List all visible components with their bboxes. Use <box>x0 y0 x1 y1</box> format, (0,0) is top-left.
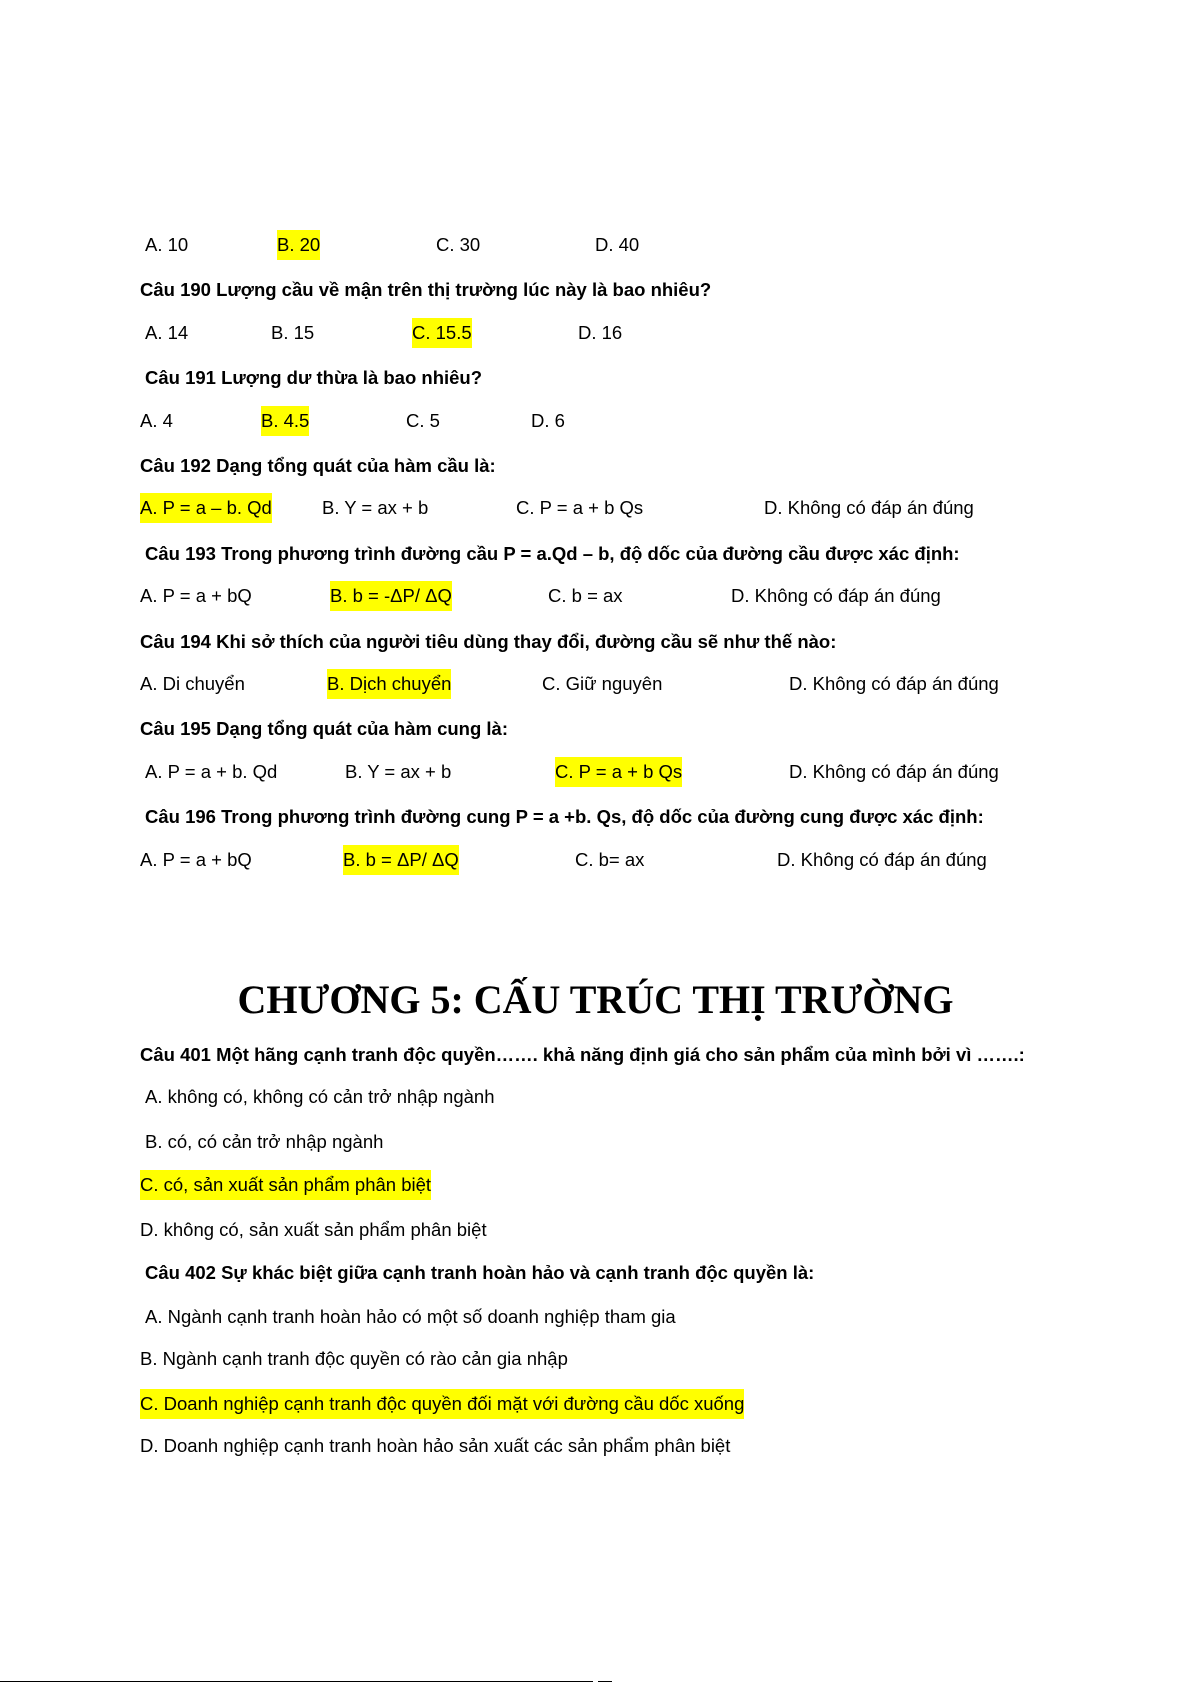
options-row <box>0 318 1191 348</box>
option: A. P = a + bQ <box>140 585 252 606</box>
option-answer: B. b = ΔP/ ΔQ <box>343 845 459 875</box>
option-text: A. không có, không có cản trở nhập ngành <box>145 1086 495 1107</box>
question-191 <box>0 363 1191 393</box>
option: C. 30 <box>436 234 481 255</box>
question-192 <box>0 451 1191 481</box>
question-text: Câu 196 Trong phương trình đường cung P = a +b. Qs, độ dốc của đường cung được xác định: <box>145 806 984 827</box>
options-row <box>0 230 1191 260</box>
option: D. Không có đáp án đúng <box>789 673 999 694</box>
question-195 <box>0 714 1191 744</box>
option: D. Không có đáp án đúng <box>789 761 999 782</box>
option <box>0 1127 1191 1157</box>
option-answer: B. 4.5 <box>261 406 309 436</box>
option-text: C. Doanh nghiệp cạnh tranh độc quyền đối mặt với đường cầu dốc xuống <box>140 1389 744 1419</box>
option: A. P = a + b. Qd <box>145 761 278 782</box>
options-row <box>0 845 1191 875</box>
question-text: Câu 194 Khi sở thích của người tiêu dùng thay đổi, đường cầu sẽ như thế nào: <box>140 631 837 652</box>
option-answer <box>0 1170 1191 1200</box>
option: C. Giữ nguyên <box>542 673 663 694</box>
option-answer: C. 15.5 <box>412 318 472 348</box>
options-row <box>0 493 1191 523</box>
option-answer: C. P = a + b Qs <box>555 757 682 787</box>
chapter-title: CHƯƠNG 5: CẤU TRÚC THỊ TRƯỜNG <box>237 977 954 1022</box>
option: C. b = ax <box>548 585 623 606</box>
option-text: D. không có, sản xuất sản phẩm phân biệt <box>140 1219 487 1240</box>
option: A. 10 <box>145 234 189 255</box>
option: B. Y = ax + b <box>322 497 429 518</box>
option-text: B. Ngành cạnh tranh độc quyền có rào cản gia nhập <box>140 1348 568 1369</box>
option: A. 14 <box>145 322 189 343</box>
option: D. 40 <box>595 234 640 255</box>
question-text: Câu 190 Lượng cầu về mận trên thị trường lúc này là bao nhiêu? <box>140 279 712 300</box>
option: D. Không có đáp án đúng <box>777 849 987 870</box>
option-text: D. Doanh nghiệp cạnh tranh hoàn hảo sản xuất các sản phẩm phân biệt <box>140 1435 731 1456</box>
option: D. 6 <box>531 410 565 431</box>
question-401 <box>0 1040 1191 1070</box>
question-402 <box>0 1258 1191 1288</box>
option-text: A. Ngành cạnh tranh hoàn hảo có một số doanh nghiệp tham gia <box>145 1306 676 1327</box>
footer-rule <box>0 1681 593 1682</box>
options-row <box>0 581 1191 611</box>
question-text: Câu 402 Sự khác biệt giữa cạnh tranh hoàn hảo và cạnh tranh độc quyền là: <box>145 1262 815 1283</box>
question-text: Câu 195 Dạng tổng quát của hàm cung là: <box>140 718 508 739</box>
options-row <box>0 406 1191 436</box>
option-text: B. có, có cản trở nhập ngành <box>145 1131 384 1152</box>
option: D. 16 <box>578 322 623 343</box>
option: A. P = a + bQ <box>140 849 252 870</box>
option-answer: B. Dịch chuyển <box>327 669 451 699</box>
option: B. Y = ax + b <box>345 761 452 782</box>
options-row <box>0 669 1191 699</box>
option-answer <box>0 1389 1191 1419</box>
option: A. 4 <box>140 410 173 431</box>
question-text: Câu 191 Lượng dư thừa là bao nhiêu? <box>145 367 483 388</box>
question-text: Câu 193 Trong phương trình đường cầu P = a.Qd – b, độ dốc của đường cầu được xác định: <box>145 543 960 564</box>
option: D. Không có đáp án đúng <box>731 585 941 606</box>
option: C. b= ax <box>575 849 645 870</box>
option-answer: A. P = a – b. Qd <box>140 493 272 523</box>
option <box>0 1082 1191 1112</box>
question-193 <box>0 539 1191 569</box>
option <box>0 1302 1191 1332</box>
option: C. 5 <box>406 410 440 431</box>
footer-rule <box>598 1681 612 1682</box>
option <box>0 1431 1191 1461</box>
option-answer: B. b = -ΔP/ ΔQ <box>330 581 452 611</box>
option-answer: B. 20 <box>277 230 320 260</box>
option-text: C. có, sản xuất sản phẩm phân biệt <box>140 1170 431 1200</box>
option: C. P = a + b Qs <box>516 497 644 518</box>
option: D. Không có đáp án đúng <box>764 497 974 518</box>
option: A. Di chuyển <box>140 673 245 694</box>
question-text: Câu 401 Một hãng cạnh tranh độc quyền……. khả năng định giá cho sản phẩm của mình bởi vì …….: <box>140 1044 1025 1065</box>
question-196 <box>0 802 1191 832</box>
option <box>0 1215 1191 1245</box>
question-190 <box>0 275 1191 305</box>
question-text: Câu 192 Dạng tổng quát của hàm cầu là: <box>140 455 496 476</box>
option: B. 15 <box>271 322 315 343</box>
question-194 <box>0 627 1191 657</box>
options-row <box>0 757 1191 787</box>
option <box>0 1344 1191 1374</box>
